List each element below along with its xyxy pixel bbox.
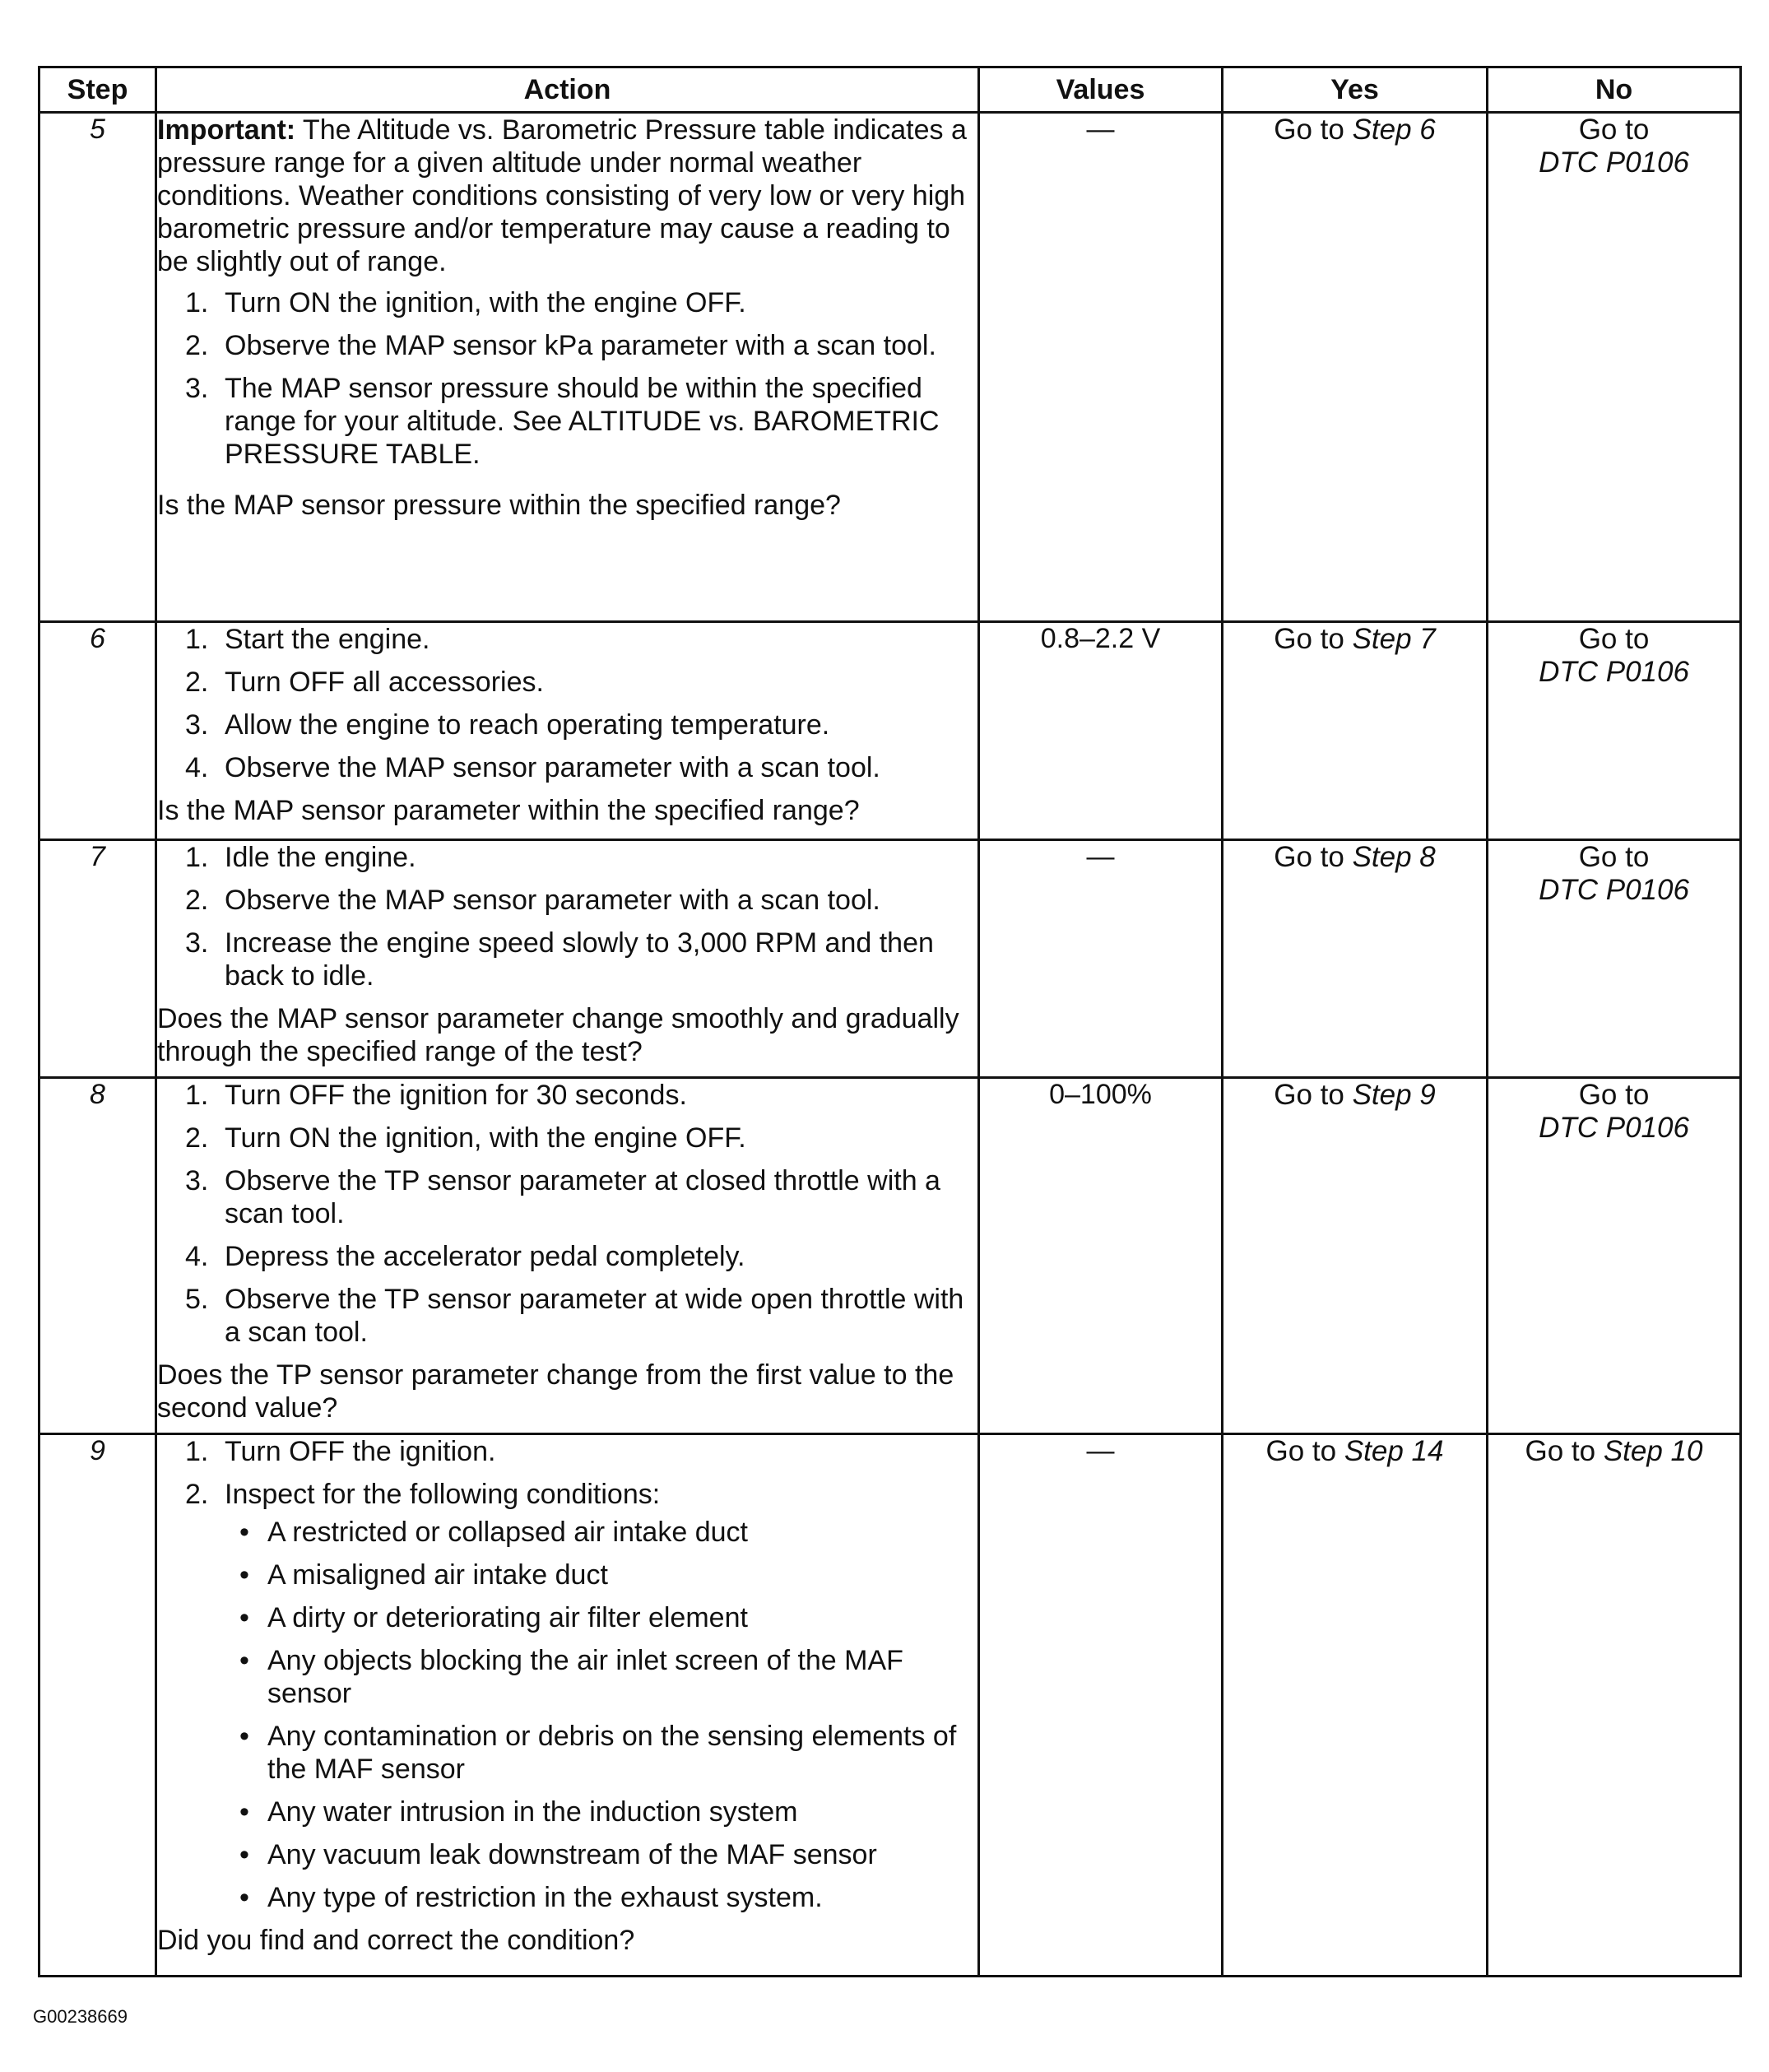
- header-values: Values: [979, 67, 1223, 113]
- condition-item: • A misaligned air intake duct: [239, 1559, 608, 1591]
- condition-item: • A dirty or deteriorating air filter element: [239, 1602, 748, 1633]
- yes-target-link[interactable]: Step 6: [1352, 114, 1436, 146]
- action-cell: [156, 1434, 979, 1977]
- figure-id: G00238669: [33, 2006, 128, 2027]
- action-question: Does the MAP sensor parameter change smoothly and gradually through the specified range of the test?: [157, 1003, 959, 1067]
- header-step: Step: [39, 67, 156, 113]
- action-list: [157, 286, 977, 471]
- header-yes: Yes: [1223, 67, 1488, 113]
- header-row: [39, 67, 1741, 113]
- action-question: Is the MAP sensor pressure within the specified range?: [157, 490, 841, 521]
- action-cell: [156, 622, 979, 840]
- values-cell: —: [979, 113, 1223, 622]
- action-item: 2. Observe the MAP sensor parameter with a scan tool.: [185, 885, 880, 916]
- action-item: 2. Turn OFF all accessories.: [185, 667, 544, 698]
- diagnostic-table-sheet: [38, 66, 1739, 1977]
- action-item: 1. Turn ON the ignition, with the engine OFF.: [185, 287, 746, 318]
- yes-cell: Go to Step 6: [1223, 113, 1488, 622]
- action-list: [157, 623, 977, 784]
- no-cell: Go to Step 10: [1488, 1434, 1741, 1977]
- values-cell: —: [979, 840, 1223, 1078]
- action-item: 4. Depress the accelerator pedal completely.: [185, 1241, 745, 1272]
- condition-item: • A restricted or collapsed air intake duct: [239, 1517, 748, 1548]
- action-cell: [156, 1078, 979, 1434]
- step-number: 5: [39, 113, 156, 622]
- yes-cell: Go to Step 8: [1223, 840, 1488, 1078]
- action-list: [157, 1435, 977, 1914]
- condition-list: [225, 1516, 977, 1914]
- table-row-step-7: [39, 840, 1741, 1078]
- action-question: Is the MAP sensor parameter within the specified range?: [157, 795, 860, 826]
- yes-target-link[interactable]: Step 8: [1352, 841, 1436, 873]
- step-number: 7: [39, 840, 156, 1078]
- action-list: [157, 841, 977, 992]
- yes-target-link[interactable]: Step 9: [1352, 1079, 1436, 1111]
- action-item: 1. Idle the engine.: [185, 842, 416, 873]
- action-item: 2. Inspect for the following conditions: • A restricted or collapsed air intake duct • A misaligned air intake duct • A dirty or deteriorating air filter element • Any objects blocking the air inlet screen of the MAF sensor • Any contamination or debris on the sensing elements of the MAF sensor • Any water intrusion in the induction system • Any vacuum leak downstream of the MAF sensor • Any type of restriction in the exhaust system.: [157, 1478, 977, 1914]
- step-number: 8: [39, 1078, 156, 1434]
- table-row-step-8: [39, 1078, 1741, 1434]
- no-cell: Go to DTC P0106: [1488, 113, 1741, 622]
- header-no: No: [1488, 67, 1741, 113]
- action-item: 1. Turn OFF the ignition.: [185, 1436, 496, 1467]
- no-target-link[interactable]: Step 10: [1603, 1435, 1703, 1467]
- action-item: 1. Turn OFF the ignition for 30 seconds.: [185, 1080, 687, 1111]
- yes-target-link[interactable]: Step 14: [1344, 1435, 1444, 1467]
- no-target-link[interactable]: DTC P0106: [1539, 874, 1689, 906]
- condition-item: • Any vacuum leak downstream of the MAF sensor: [239, 1839, 877, 1870]
- action-cell: [156, 840, 979, 1078]
- table-row-step-6: [39, 622, 1741, 840]
- important-text: The Altitude vs. Barometric Pressure table indicates a pressure range for a given altitude under normal weather conditions. Weather conditions consisting of very low or very high barometric pressure and/or temperature may cause a reading to be slightly out of range.: [157, 114, 967, 277]
- action-item: 2. Turn ON the ignition, with the engine OFF.: [185, 1122, 746, 1154]
- values-cell: 0.8–2.2 V: [979, 622, 1223, 840]
- no-cell: Go to DTC P0106: [1488, 840, 1741, 1078]
- action-question: Did you find and correct the condition?: [157, 1925, 635, 1956]
- header-action: Action: [156, 67, 979, 113]
- condition-item: • Any contamination or debris on the sensing elements of the MAF sensor: [239, 1721, 957, 1785]
- no-cell: Go to DTC P0106: [1488, 622, 1741, 840]
- yes-cell: Go to Step 14: [1223, 1434, 1488, 1977]
- yes-cell: Go to Step 7: [1223, 622, 1488, 840]
- values-cell: —: [979, 1434, 1223, 1977]
- yes-cell: Go to Step 9: [1223, 1078, 1488, 1434]
- no-cell: Go to DTC P0106: [1488, 1078, 1741, 1434]
- no-target-link[interactable]: DTC P0106: [1539, 656, 1689, 688]
- diagnostic-table: [38, 66, 1742, 1977]
- table-row-step-5: [39, 113, 1741, 622]
- condition-item: • Any type of restriction in the exhaust system.: [239, 1882, 823, 1913]
- action-item: 2. Observe the MAP sensor kPa parameter with a scan tool.: [185, 330, 936, 361]
- table-row-step-9: [39, 1434, 1741, 1977]
- no-target-link[interactable]: DTC P0106: [1539, 146, 1689, 179]
- action-item: 1. Start the engine.: [185, 624, 430, 655]
- condition-item: • Any objects blocking the air inlet screen of the MAF sensor: [239, 1645, 903, 1709]
- action-item: 3. The MAP sensor pressure should be within the specified range for your altitude. See ALTITUDE vs. BAROMETRIC PRESSURE TABLE.: [185, 373, 940, 470]
- action-question: Does the TP sensor parameter change from the first value to the second value?: [157, 1359, 954, 1424]
- values-cell: 0–100%: [979, 1078, 1223, 1434]
- action-list: [157, 1079, 977, 1349]
- step-number: 9: [39, 1434, 156, 1977]
- important-label: Important:: [157, 114, 296, 146]
- step-number: 6: [39, 622, 156, 840]
- action-cell: [156, 113, 979, 622]
- action-item: 3. Increase the engine speed slowly to 3,000 RPM and then back to idle.: [185, 927, 934, 992]
- action-item: 4. Observe the MAP sensor parameter with a scan tool.: [185, 752, 880, 783]
- action-item: 3. Allow the engine to reach operating temperature.: [185, 709, 830, 741]
- yes-target-link[interactable]: Step 7: [1352, 623, 1436, 655]
- action-item: 5. Observe the TP sensor parameter at wide open throttle with a scan tool.: [185, 1284, 964, 1348]
- action-item: 3. Observe the TP sensor parameter at closed throttle with a scan tool.: [185, 1165, 940, 1229]
- no-target-link[interactable]: DTC P0106: [1539, 1112, 1689, 1144]
- important-note: [157, 114, 977, 278]
- condition-item: • Any water intrusion in the induction system: [239, 1796, 798, 1828]
